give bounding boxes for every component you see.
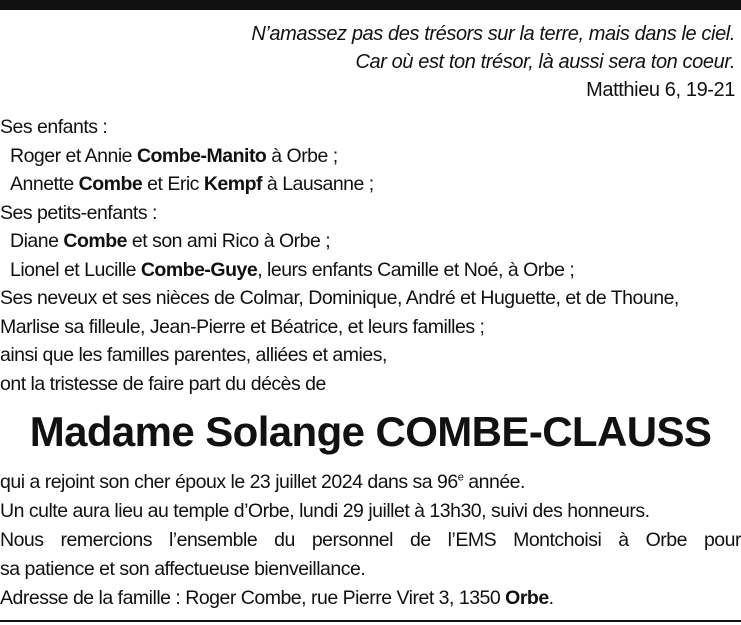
- child-entry-2: Annette Combe et Eric Kempf à Lausanne ;: [10, 173, 374, 195]
- bible-verse: [251, 20, 735, 104]
- family-address-line: Adresse de la famille : Roger Combe, rue Pierre Viret 3, 1350 Orbe.: [0, 587, 554, 609]
- grandchild-entry-1: Diane Combe et son ami Rico à Orbe ;: [10, 230, 331, 252]
- verse-line-2: Car où est ton trésor, là aussi sera ton coeur.: [355, 51, 735, 73]
- bottom-border-rule: [0, 620, 741, 622]
- family-name: Combe-Guye: [140, 258, 258, 281]
- verse-reference: Matthieu 6, 19-21: [586, 79, 735, 101]
- thanks-line-1: Nous remercions l’ensemble du personnel de l’EMS Montchoisi à Orbe pour: [0, 529, 741, 551]
- family-list: [0, 113, 741, 398]
- thanks-line-2: sa patience et son affectueuse bienveillance.: [0, 558, 366, 580]
- deceased-name: Madame Solange COMBE-CLAUSS: [29, 408, 712, 455]
- announcement-line: ont la tristesse de faire part du décès de: [0, 372, 326, 395]
- funeral-details: [0, 468, 741, 613]
- family-name: Kempf: [203, 173, 263, 195]
- family-name: Combe: [63, 230, 127, 252]
- children-heading: Ses enfants :: [0, 116, 108, 138]
- address-city: Orbe: [505, 587, 549, 609]
- death-date-line: qui a rejoint son cher époux le 23 juillet 2024 dans sa 96e année.: [0, 471, 525, 493]
- nephews-line-2: Marlise sa filleule, Jean-Pierre et Béatrice, et leurs familles ;: [0, 315, 485, 338]
- service-line: Un culte aura lieu au temple d’Orbe, lundi 29 juillet à 13h30, suivi des honneurs.: [0, 500, 650, 522]
- top-border-rule: [0, 0, 741, 10]
- grandchild-entry-2: Lionel et Lucille Combe-Guye, leurs enfants Camille et Noé, à Orbe ;: [10, 258, 575, 281]
- child-entry-1: Roger et Annie Combe-Manito à Orbe ;: [10, 144, 338, 167]
- nephews-line-1: Ses neveux et ses nièces de Colmar, Dominique, André et Huguette, et de Thoune,: [0, 287, 679, 309]
- grandchildren-heading: Ses petits-enfants :: [0, 201, 157, 224]
- relatives-line: ainsi que les familles parentes, alliées et amies,: [0, 344, 387, 366]
- family-name: Combe-Manito: [136, 144, 267, 167]
- family-name: Combe: [78, 173, 143, 195]
- verse-line-1: N’amassez pas des trésors sur la terre, mais dans le ciel.: [251, 23, 735, 45]
